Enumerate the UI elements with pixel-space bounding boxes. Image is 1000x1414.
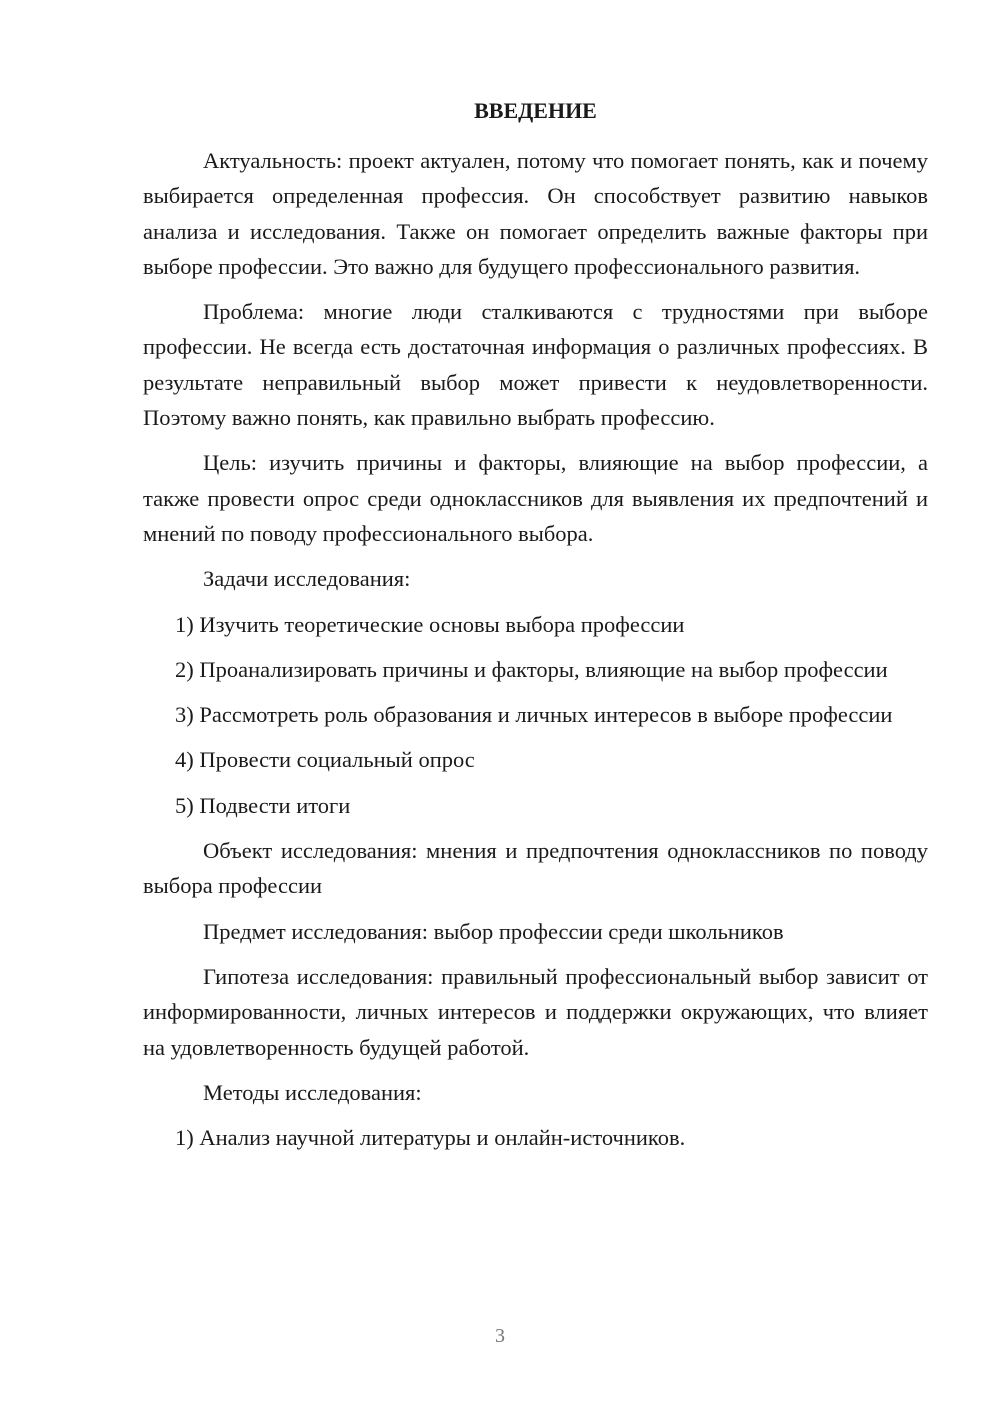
task-item: 1) Изучить теоретические основы выбора профессии — [175, 611, 685, 637]
paragraph-object: Объект исследования: мнения и предпочтения одноклассников по поводу выбора профессии — [143, 838, 928, 899]
paragraph-hypothesis: Гипотеза исследования: правильный профессиональный выбор зависит от информированности, личных интересов и поддержки окружающих, что влияет на удовлетворенность будущей работой. — [143, 963, 928, 1060]
paragraph-methods-heading: Методы исследования: — [203, 1079, 422, 1105]
paragraph-tasks-heading: Задачи исследования: — [203, 566, 411, 592]
paragraph-relevance: Актуальность: проект актуален, потому что помогает понять, как и почему выбирается определенная профессия. Он способствует развитию навыков анализа и исследования. Также он помогает определить важные факторы при выборе профессии. Это важно для будущего профессионального развития. — [143, 148, 928, 279]
paragraph-subject: Предмет исследования: выбор профессии среди школьников — [203, 918, 784, 944]
task-item: 4) Провести социальный опрос — [175, 747, 475, 773]
task-item: 5) Подвести итоги — [175, 792, 351, 818]
section-title: ВВЕДЕНИЕ — [474, 98, 597, 123]
task-item: 2) Проанализировать причины и факторы, влияющие на выбор профессии — [175, 656, 888, 682]
paragraph-problem: Проблема: многие люди сталкиваются с трудностями при выборе профессии. Не всегда есть достаточная информация о различных профессиях. В результате неправильный выбор может привести к неудовлетворенности. Поэтому важно понять, как правильно выбрать профессию. — [143, 299, 928, 431]
page-number: 3 — [495, 1325, 505, 1347]
method-item: 1) Анализ научной литературы и онлайн-источников. — [175, 1125, 686, 1151]
document-body — [143, 92, 928, 1165]
task-item: 3) Рассмотреть роль образования и личных интересов в выборе профессии — [175, 702, 893, 728]
paragraph-goal: Цель: изучить причины и факторы, влияющие на выбор профессии, а также провести опрос среди одноклассников для выявления их предпочтений и мнений по поводу профессионального выбора. — [143, 450, 928, 546]
